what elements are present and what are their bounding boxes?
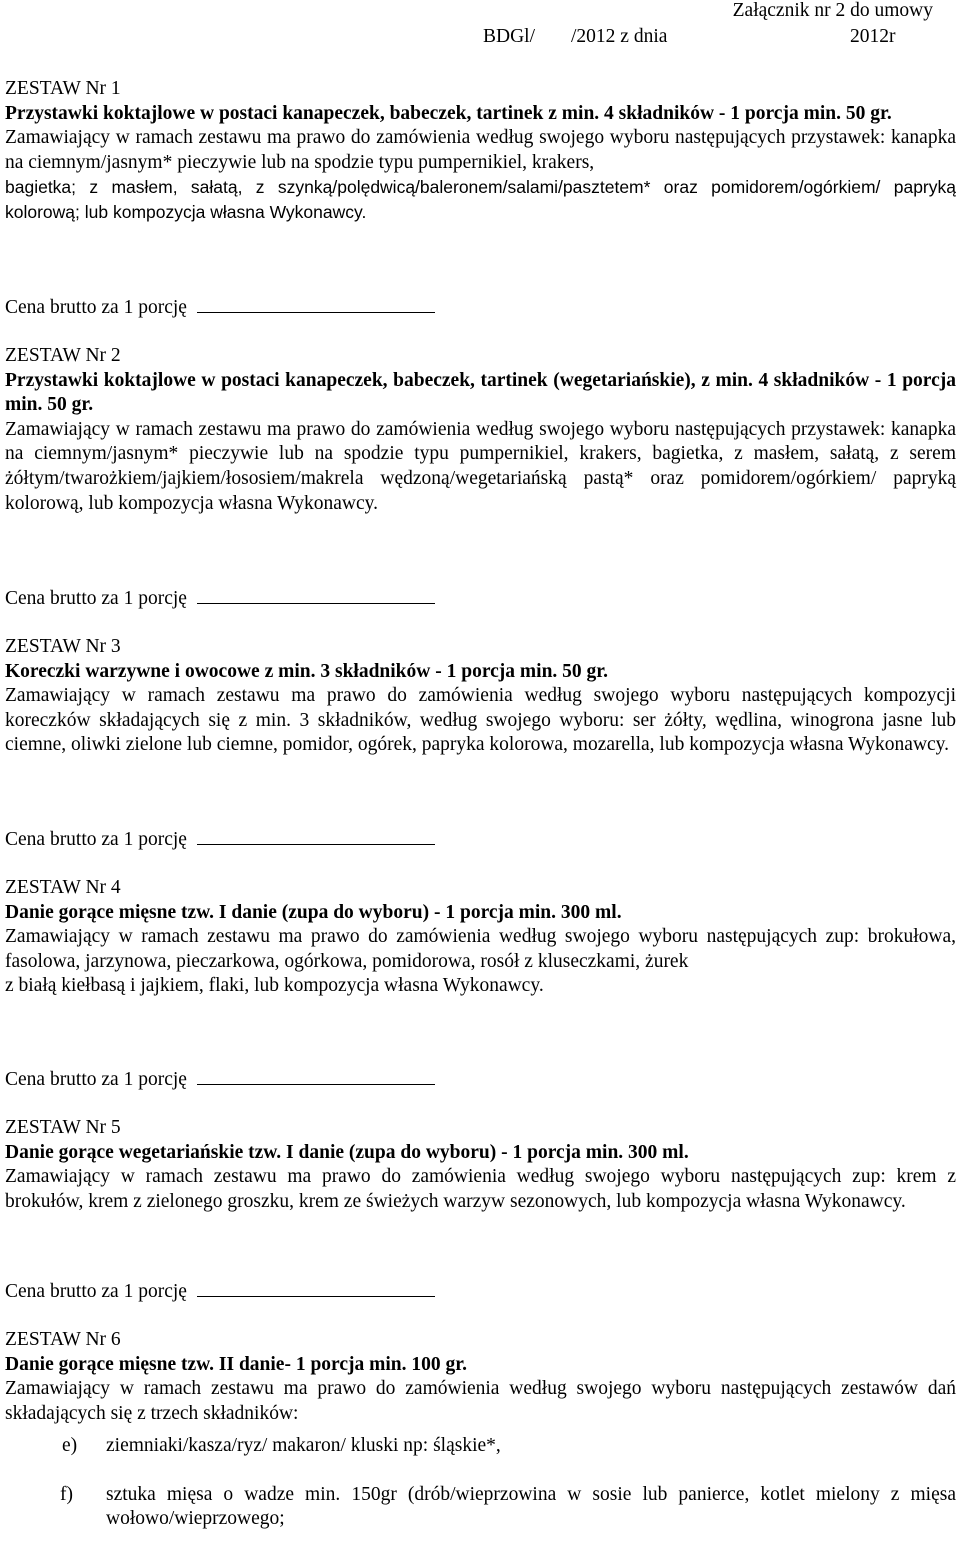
price-label: Cena brutto za 1 porcję bbox=[5, 829, 187, 850]
list-marker: f) bbox=[60, 1483, 73, 1505]
section-body: Zamawiający w ramach zestawu ma prawo do zamówienia według swojego wyboru następujących zestawów dań składających się z trzech składników: bbox=[5, 1378, 956, 1424]
section-body: Zamawiający w ramach zestawu ma prawo do zamówienia według swojego wyboru następujących zup: brokułowa, fasolowa, jarzynowa, pieczarkowa, ogórkowa, pomidorowa, rosół z kluseczkami, żurek bbox=[5, 926, 956, 972]
section-body: Zamawiający w ramach zestawu ma prawo do zamówienia według swojego wyboru następujących kompozycji koreczków składających się z min. 3 składników, według swojego wyboru: ser żółty, wędlina, winogrona jasne lub ciemne, oliwki zielone lub ciemne, pomidor, ogórek, papryka kolorowa, mozarella, lub kompozycja własna Wykonawcy. bbox=[5, 685, 956, 756]
list-item bbox=[5, 1434, 956, 1459]
price-label: Cena brutto za 1 porcję bbox=[5, 1069, 187, 1090]
price-blank-line[interactable] bbox=[197, 826, 435, 845]
section-body-continued: z białą kiełbasą i jajkiem, flaki, lub kompozycja własna Wykonawcy. bbox=[5, 975, 544, 997]
list-item-text: sztuka mięsa o wadze min. 150gr (drób/wieprzowina w sosie lub panierce, kotlet mielony z mięsa wołowo/wieprzowego; bbox=[106, 1483, 956, 1530]
list-marker: e) bbox=[62, 1435, 78, 1456]
section-6 bbox=[5, 1328, 956, 1426]
price-label: Cena brutto za 1 porcję bbox=[5, 297, 187, 318]
price-blank-line[interactable] bbox=[197, 1278, 435, 1297]
section-subtitle: Przystawki koktajlowe w postaci kanapeczek, babeczek, tartinek (wegetariańskie), z min. 4 składników - 1 porcja min. 50 gr. bbox=[5, 369, 956, 416]
section-body: Zamawiający w ramach zestawu ma prawo do zamówienia według swojego wyboru następujących zup: krem z brokułów, krem z zielonego groszku, krem ze świeżych warzyw sezonowych, lub kompozycja własna Wykonawcy. bbox=[5, 1166, 956, 1212]
price-field-3 bbox=[5, 826, 435, 852]
section-body: Zamawiający w ramach zestawu ma prawo do zamówienia według swojego wyboru następujących przystawek: kanapka na ciemnym/jasnym* pieczywie lub na spodzie typu pumpernikiel, krakers, bbox=[5, 127, 956, 173]
section-body-sans: bagietka; z masłem, sałatą, z szynką/polędwicą/baleronem/salami/pasztetem* oraz pomidorem/ogórkiem/ papryką kolorową; lub kompozycja własna Wykonawcy. bbox=[5, 177, 956, 222]
reference-date-label: /2012 z dnia bbox=[571, 26, 668, 47]
price-label: Cena brutto za 1 porcję bbox=[5, 1281, 187, 1302]
section-subtitle: Koreczki warzywne i owocowe z min. 3 składników - 1 porcja min. 50 gr. bbox=[5, 660, 609, 682]
section-title: ZESTAW Nr 5 bbox=[5, 1117, 121, 1138]
list-item bbox=[5, 1483, 956, 1532]
price-field-2 bbox=[5, 585, 435, 611]
section-title: ZESTAW Nr 4 bbox=[5, 877, 121, 898]
section-subtitle: Przystawki koktajlowe w postaci kanapeczek, babeczek, tartinek z min. 4 składników - 1 porcja min. 50 gr. bbox=[5, 102, 892, 124]
section-subtitle: Danie gorące mięsne tzw. I danie (zupa do wyboru) - 1 porcja min. 300 ml. bbox=[5, 901, 622, 923]
section-body: Zamawiający w ramach zestawu ma prawo do zamówienia według swojego wyboru następujących przystawek: kanapka na ciemnym/jasnym* pieczywie lub na spodzie typu pumpernikiel, krakers, bagietka, z masłem, sałatą, z serem żółtym/twarożkiem/jajkiem/łososiem/makrela wędzoną/wegetariańską pastą* oraz pomidorem/ogórkiem/ papryką kolorową, lub kompozycja własna Wykonawcy. bbox=[5, 418, 956, 514]
list-item-text: ziemniaki/kasza/ryz/ makaron/ kluski np: śląskie*, bbox=[106, 1435, 501, 1456]
section-title: ZESTAW Nr 3 bbox=[5, 636, 121, 657]
attachment-title: Załącznik nr 2 do umowy bbox=[732, 0, 933, 21]
price-field-4 bbox=[5, 1066, 435, 1092]
section-2 bbox=[5, 344, 956, 516]
section-4 bbox=[5, 876, 956, 999]
section-title: ZESTAW Nr 6 bbox=[5, 1329, 121, 1350]
price-field-5 bbox=[5, 1278, 435, 1304]
price-blank-line[interactable] bbox=[197, 294, 435, 313]
price-blank-line[interactable] bbox=[197, 1066, 435, 1085]
section-1 bbox=[5, 77, 956, 225]
reference-year: 2012r bbox=[850, 26, 896, 47]
reference-prefix: BDGl/ bbox=[483, 26, 536, 47]
section-3 bbox=[5, 635, 956, 758]
section-subtitle: Danie gorące wegetariańskie tzw. I danie (zupa do wyboru) - 1 porcja min. 300 ml. bbox=[5, 1141, 689, 1163]
price-label: Cena brutto za 1 porcję bbox=[5, 588, 187, 609]
section-title: ZESTAW Nr 2 bbox=[5, 345, 121, 366]
price-blank-line[interactable] bbox=[197, 585, 435, 604]
section-subtitle: Danie gorące mięsne tzw. II danie- 1 porcja min. 100 gr. bbox=[5, 1353, 468, 1375]
price-field-1 bbox=[5, 294, 435, 320]
section-title: ZESTAW Nr 1 bbox=[5, 78, 121, 99]
section-5 bbox=[5, 1116, 956, 1214]
dish-list bbox=[5, 1434, 956, 1532]
